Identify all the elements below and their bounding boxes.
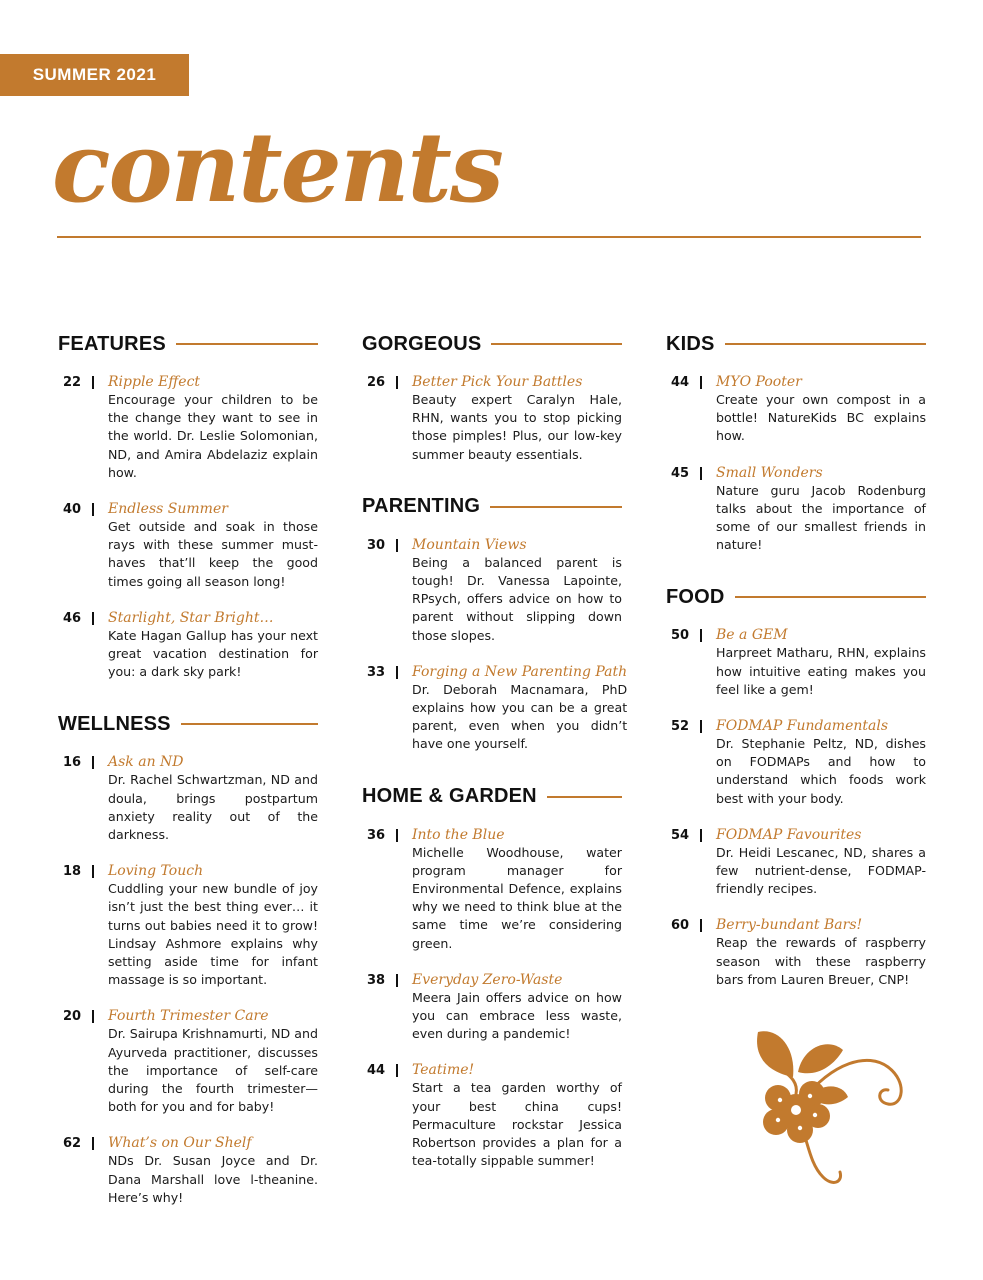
section-parenting [362, 495, 628, 754]
toc-entry[interactable] [58, 373, 318, 482]
toc-entry[interactable] [362, 663, 628, 754]
flower-ornament-icon [748, 1022, 918, 1197]
toc-entry[interactable] [362, 373, 622, 464]
article-title: Better Pick Your Battles [412, 374, 583, 390]
article-title: Ask an ND [108, 754, 184, 771]
toc-entry[interactable] [666, 717, 926, 808]
page-number: 20 [63, 1009, 82, 1025]
article-title: Mountain Views [412, 536, 527, 553]
separator [700, 467, 702, 480]
section-heading: HOME & GARDEN [362, 785, 537, 808]
page-number: 36 [367, 827, 386, 843]
separator [92, 503, 94, 516]
section-rule [181, 723, 318, 725]
toc-entry[interactable] [362, 971, 622, 1044]
separator [700, 629, 702, 642]
section-features [58, 333, 318, 681]
article-title: Fourth Trimester Care [108, 1008, 269, 1025]
section-heading: WELLNESS [58, 712, 171, 735]
toc-entry[interactable] [58, 862, 318, 989]
toc-entry[interactable] [58, 609, 318, 682]
toc-entry[interactable] [58, 753, 318, 844]
toc-entry[interactable] [362, 1061, 622, 1170]
section-rule [735, 596, 926, 598]
page-number: 50 [671, 628, 690, 644]
article-description: Reap the rewards of raspberry season with these raspberry bars from Lauren Breuer, CNP! [716, 935, 926, 987]
page-number: 16 [63, 755, 82, 771]
article-title: FODMAP Fundamentals [716, 718, 888, 735]
separator [92, 376, 94, 389]
article-title: Loving Touch [108, 863, 204, 880]
article-description: Start a tea garden worthy of your best china cups! Permaculture rockstar Jessica Robertson provides a plan for a tea-totally sippable summer! [412, 1080, 622, 1169]
separator [396, 829, 398, 842]
page-number: 18 [63, 864, 82, 880]
page-number: 46 [63, 610, 82, 626]
page-number: 62 [63, 1136, 82, 1152]
section-food [666, 586, 926, 989]
separator [396, 1064, 398, 1077]
page-number: 52 [671, 719, 690, 735]
article-title: Endless Summer [108, 501, 228, 518]
article-title: Be a GEM [716, 627, 788, 644]
page-number: 45 [671, 465, 690, 481]
page-number: 44 [367, 1063, 386, 1079]
section-heading: GORGEOUS [362, 332, 482, 355]
section-rule [176, 343, 318, 345]
article-title: Berry-bundant Bars! [716, 917, 863, 934]
section-rule [725, 343, 926, 345]
article-description: Dr. Stephanie Peltz, ND, dishes on FODMAPs and how to understand which foods work best with your body. [716, 736, 926, 806]
section-heading: KIDS [666, 332, 715, 355]
page-number: 33 [367, 664, 386, 680]
article-title: Ripple Effect [108, 374, 201, 390]
separator [92, 612, 94, 625]
article-title: Into the Blue [412, 826, 505, 843]
separator [700, 376, 702, 389]
article-description: Nature guru Jacob Rodenburg talks about the importance of some of our smallest friends in nature! [716, 482, 926, 553]
article-description: Meera Jain offers advice on how you can embrace less waste, even during a pandemic! [412, 989, 622, 1042]
separator [396, 666, 398, 679]
article-title: MYO Pooter [716, 374, 802, 390]
toc-entry[interactable] [58, 1007, 318, 1116]
article-title: FODMAP Favourites [716, 826, 862, 843]
page-number: 40 [63, 502, 82, 518]
separator [92, 1010, 94, 1023]
article-description: Encourage your children to be the change they want to see in the world. Dr. Leslie Solomonian, ND, and Amira Abdelaziz explain how. [108, 392, 318, 480]
issue-label: SUMMER 2021 [0, 54, 189, 96]
article-title: Forging a New Parenting Path [412, 663, 628, 680]
toc-entry[interactable] [362, 536, 622, 645]
section-rule [490, 506, 622, 508]
toc-entry[interactable] [58, 1134, 318, 1207]
toc-entry[interactable] [58, 500, 318, 591]
section-heading: FOOD [666, 585, 725, 608]
article-description: Create your own compost in a bottle! NatureKids BC explains how. [716, 392, 926, 444]
separator [92, 1137, 94, 1150]
section-heading: PARENTING [362, 495, 481, 518]
separator [396, 974, 398, 987]
column-middle [362, 332, 628, 1170]
article-description: Cuddling your new bundle of joy isn’t just the best thing ever… it turns out babies need it to grow! Lindsay Ashmore explains why setting aside time for infant massage is so important. [108, 881, 318, 988]
separator [396, 539, 398, 552]
article-title: Starlight, Star Bright… [108, 609, 274, 626]
section-kids [666, 333, 926, 554]
contents-heading: contents [52, 111, 502, 224]
article-description: Being a balanced parent is tough! Dr. Vanessa Lapointe, RPsych, offers advice on how to parent without slipping down those slopes. [412, 554, 622, 643]
article-title: Teatime! [412, 1062, 475, 1079]
page-number: 54 [671, 827, 690, 843]
column-left [58, 333, 318, 1207]
article-title: What’s on Our Shelf [108, 1135, 252, 1152]
section-gorgeous [362, 333, 622, 464]
section-heading: FEATURES [58, 332, 166, 355]
toc-entry[interactable] [666, 916, 926, 989]
section-home-garden [362, 786, 622, 1171]
page-number: 26 [367, 375, 386, 390]
article-description: Dr. Sairupa Krishnamurti, ND and Ayurveda practitioner, discusses the importance of self-care during the fourth trimester—both for you and for baby! [108, 1026, 318, 1115]
article-title: Small Wonders [716, 464, 823, 481]
article-description: Kate Hagan Gallup has your next great vacation destination for you: a dark sky park! [108, 627, 318, 680]
separator [396, 376, 398, 389]
article-description: Dr. Deborah Macnamara, PhD explains how you can be a great parent, even when you didn’t have one yourself. [412, 681, 628, 752]
toc-entry[interactable] [666, 626, 926, 699]
article-description: Dr. Heidi Lescanec, ND, shares a few nutrient-dense, FODMAP-friendly recipes. [716, 844, 926, 897]
toc-entry[interactable] [362, 826, 622, 953]
article-title: Everyday Zero-Waste [412, 971, 563, 988]
page-number: 30 [367, 537, 386, 553]
toc-entry[interactable] [666, 373, 926, 446]
section-wellness [58, 713, 318, 1207]
separator [92, 756, 94, 769]
article-description: NDs Dr. Susan Joyce and Dr. Dana Marshall love l-theanine. Here’s why! [108, 1153, 318, 1205]
page-number: 44 [671, 375, 690, 390]
article-description: Michelle Woodhouse, water program manager for Environmental Defence, explains why we need to think blue at the same time we’re considering green. [412, 844, 622, 951]
page-number: 38 [367, 972, 386, 988]
section-rule [491, 343, 622, 345]
separator [92, 865, 94, 878]
page-number: 60 [671, 918, 690, 934]
page-number: 22 [63, 375, 82, 390]
separator [700, 919, 702, 932]
heading-divider [57, 236, 921, 238]
toc-entry[interactable] [666, 826, 926, 899]
section-rule [547, 796, 622, 798]
toc-entry[interactable] [666, 464, 926, 555]
separator [700, 829, 702, 842]
article-description: Beauty expert Caralyn Hale, RHN, wants you to stop picking those pimples! Plus, our low-key summer beauty essentials. [412, 392, 622, 462]
article-description: Get outside and soak in those rays with these summer must-haves that’ll keep the good times going all season long! [108, 519, 318, 589]
separator [700, 720, 702, 733]
column-right [666, 333, 926, 989]
article-description: Dr. Rachel Schwartzman, ND and doula, brings postpartum anxiety reality out of the darkness. [108, 772, 318, 843]
article-description: Harpreet Matharu, RHN, explains how intuitive eating makes you feel like a gem! [716, 645, 926, 697]
